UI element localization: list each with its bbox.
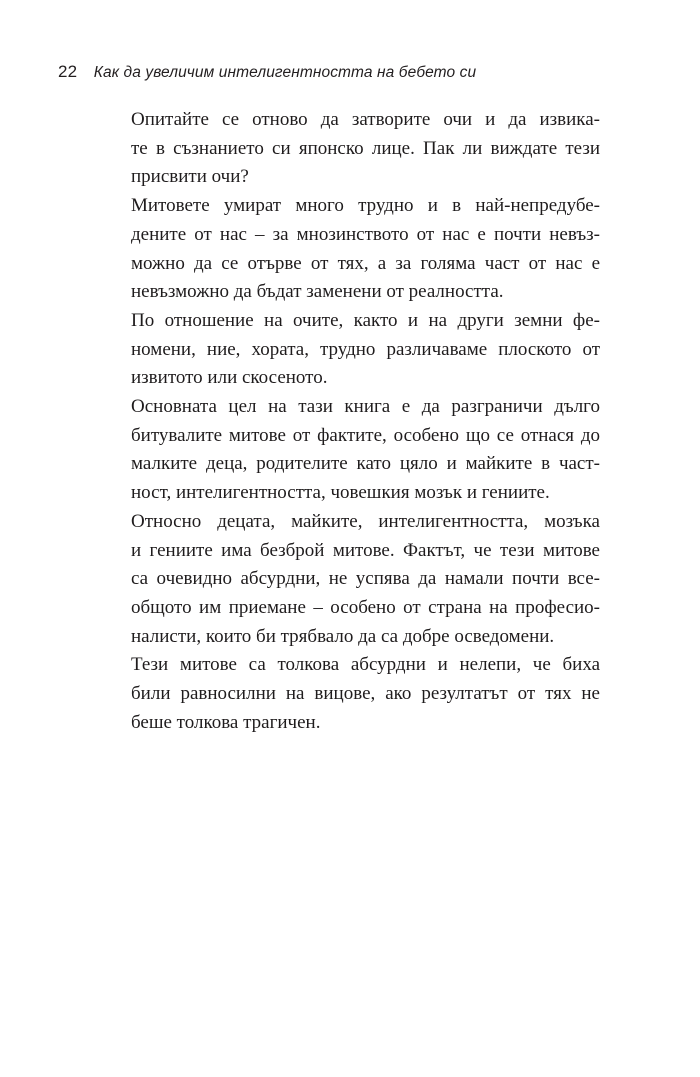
text-line: Относно децата, майките, интелигентността, мозъка <box>131 510 600 532</box>
text-line: били равносилни на вицове, ако резултатът от тях не <box>131 683 600 705</box>
text-line: невъзможно да бъдат заменени от реалността. <box>131 281 504 303</box>
text-line: дените от нас – за мнозинството от нас е почти невъз- <box>131 223 600 245</box>
text-line: Основната цел на тази книга е да разграничи дълго <box>131 396 600 418</box>
text-line: малките деца, родителите като цяло и майките в част- <box>131 453 600 475</box>
text-line: присвити очи? <box>131 166 249 188</box>
text-line: са очевидно абсурдни, не успява да намали почти все- <box>131 568 600 590</box>
running-title: Как да увеличим интелигентността на бебето си <box>93 64 477 81</box>
paragraph-6 <box>100 651 600 737</box>
text-line: и гениите има безброй митове. Фактът, че тези митове <box>131 539 600 561</box>
text-line: те в съзнанието си японско лице. Пак ли виждате тези <box>131 137 600 159</box>
paragraph-4 <box>100 393 600 508</box>
text-line: Опитайте се отново да затворите очи и да извика- <box>131 109 600 130</box>
text-line: номени, ние, хората, трудно различаваме плоското от <box>131 338 600 360</box>
text-line: можно да се отърве от тях, а за голяма част от нас е <box>131 252 600 274</box>
paragraph-1 <box>100 106 600 192</box>
paragraph-5 <box>100 508 600 652</box>
text-line: общото им приемане – особено от страна на професио- <box>131 596 600 618</box>
text-line: Тези митове са толкова абсурдни и нелепи, че биха <box>131 654 600 676</box>
paragraph-2 <box>100 192 600 307</box>
text-line: беше толкова трагичен. <box>131 711 321 733</box>
text-line: налисти, които би трябвало да са добре осведомени. <box>131 625 555 647</box>
body-text <box>100 106 600 737</box>
text-line: Митовете умират много трудно и в най-непредубе- <box>131 195 600 217</box>
text-line: извитото или скосеното. <box>131 367 328 389</box>
text-line: ност, интелигентността, човешкия мозък и гениите. <box>131 482 550 504</box>
running-header <box>58 62 648 86</box>
paragraph-3 <box>100 307 600 393</box>
text-line: По отношение на очите, както и на други земни фе- <box>131 309 600 331</box>
page-number: 22 <box>58 62 78 81</box>
text-line: битувалите митове от фактите, особено що се отнася до <box>131 424 600 446</box>
